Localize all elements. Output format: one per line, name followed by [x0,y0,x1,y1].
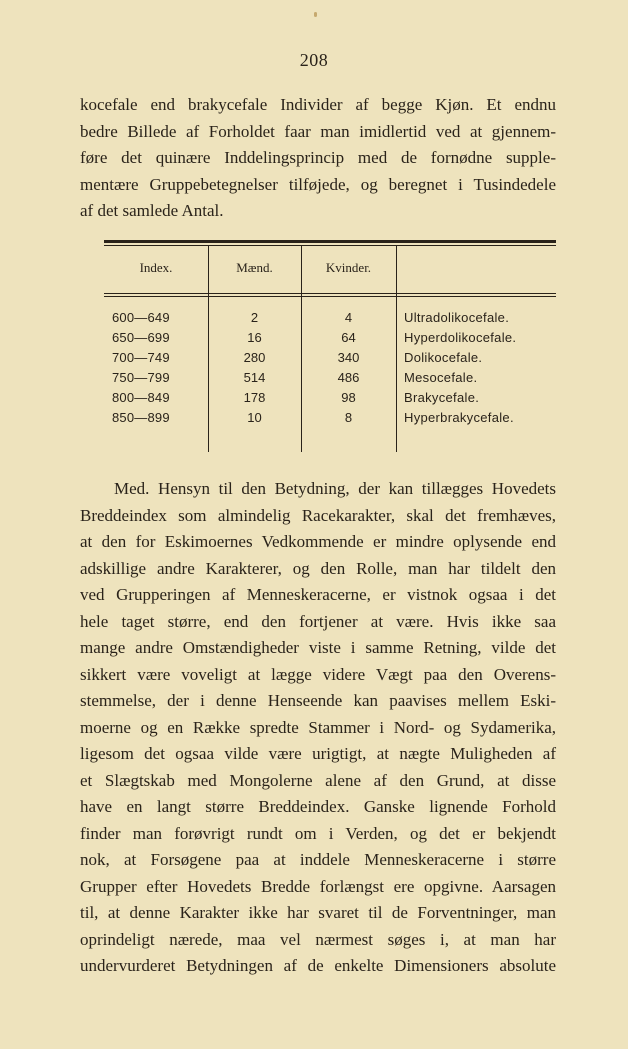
cell-women: 98 [341,390,356,405]
text-line: ved Grupperingen af Menneskeracerne, er vistnok ogsaa i det [80,585,556,604]
cell-men: 514 [243,370,266,385]
cell-index: 700—749 [112,350,170,365]
text-line: bedre Billede af Forholdet faar man imidlertid ved at gjennem- [80,121,556,141]
text-line: et Slægtskab med Mongolerne alene af den Grund, at disse [80,770,556,790]
table-row [104,410,556,430]
cell-women: 340 [337,350,360,365]
table-rule [104,293,556,294]
cephalic-index-table [104,240,556,452]
cell-women: 4 [344,310,353,325]
text-line: sikkert være voveligt at lægge videre Vægt paa den Overens- [80,664,556,684]
table-row [104,330,556,350]
table-body [104,310,556,430]
table-row [104,350,556,370]
cell-form: Dolikocefale. [404,350,483,365]
paragraph-main [80,476,556,980]
text-line: moerne og en Række spredte Stammer i Nord- og Sydamerika, [80,717,556,737]
text-line: hele taget større, end den fortjener at være. Hvis ikke saa [80,611,556,631]
text-line: til, at denne Karakter ikke har svaret til de Forventninger, man [80,903,556,922]
text-line: af det samlede Antal. [80,201,224,220]
cell-women: 8 [344,410,353,425]
paragraph-intro [80,92,556,225]
cell-form: Ultradolikocefale. [404,310,510,325]
text-line: mentære Gruppebetegnelser tilføjede, og beregnet i Tusindedele [80,174,556,194]
text-line: undervurderet Betydningen af de enkelte Dimensioners absolute [80,956,556,975]
text-line: at den for Eskimoernes Vedkommende er mindre oplysende end [80,532,556,551]
paper-speck [314,12,317,17]
text-line: Med. Hensyn til den Betydning, der kan tillægges Hovedets [114,479,556,498]
table-row [104,310,556,330]
text-line: have en langt større Breddeindex. Ganske lignende Forhold [80,797,556,816]
cell-men: 2 [250,310,259,325]
text-line: mange andre Omstændigheder viste i samme Retning, vilde det [80,638,556,657]
table-rule [104,296,556,297]
cell-index: 800—849 [112,390,170,405]
text-line: stemmelse, der i denne Henseende kan paavises mellem Eski- [80,691,556,710]
text-line: føre det quinære Inddelingsprincip med de fornødne supple- [80,148,556,167]
cell-men: 178 [243,390,266,405]
header-women: Kvinder. [325,260,372,275]
text-line: ligesom det ogsaa vilde være urigtigt, at nægte Muligheden af [80,744,556,763]
cell-women: 64 [341,330,356,345]
table-rule [104,240,556,243]
cell-men: 10 [247,410,262,425]
page-number: 208 [299,50,329,70]
text-line: finder man forøvrigt rundt om i Verden, og det er bekjendt [80,823,556,843]
text-line: Breddeindex som almindelig Racekarakter, skal det fremhæves, [80,505,556,525]
cell-index: 750—799 [112,370,170,385]
text-line: oprindeligt nærede, maa vel nærmest søges i, at man har [80,929,556,949]
cell-form: Brakycefale. [404,390,480,405]
cell-men: 280 [243,350,266,365]
cell-form: Hyperdolikocefale. [404,330,517,345]
table-row [104,390,556,410]
cell-form: Hyperbrakycefale. [404,410,514,425]
header-index: Index. [139,260,173,275]
text-line: kocefale end brakycefale Individer af begge Kjøn. Et endnu [80,95,556,114]
cell-index: 850—899 [112,410,170,425]
table-row [104,370,556,390]
text-line: adskillige andre Karakterer, og den Rolle, man har tildelt den [80,558,556,578]
text-line: nok, at Forsøgene paa at inddele Menneskeracerne i større [80,850,556,869]
cell-form: Mesocefale. [404,370,478,385]
text-line: Grupper efter Hovedets Bredde forlængst ere opgivne. Aarsagen [80,876,556,896]
cell-women: 486 [337,370,360,385]
header-men: Mænd. [236,260,273,275]
table-rule [104,245,556,246]
cell-men: 16 [247,330,262,345]
cell-index: 600—649 [112,310,170,325]
cell-index: 650—699 [112,330,170,345]
